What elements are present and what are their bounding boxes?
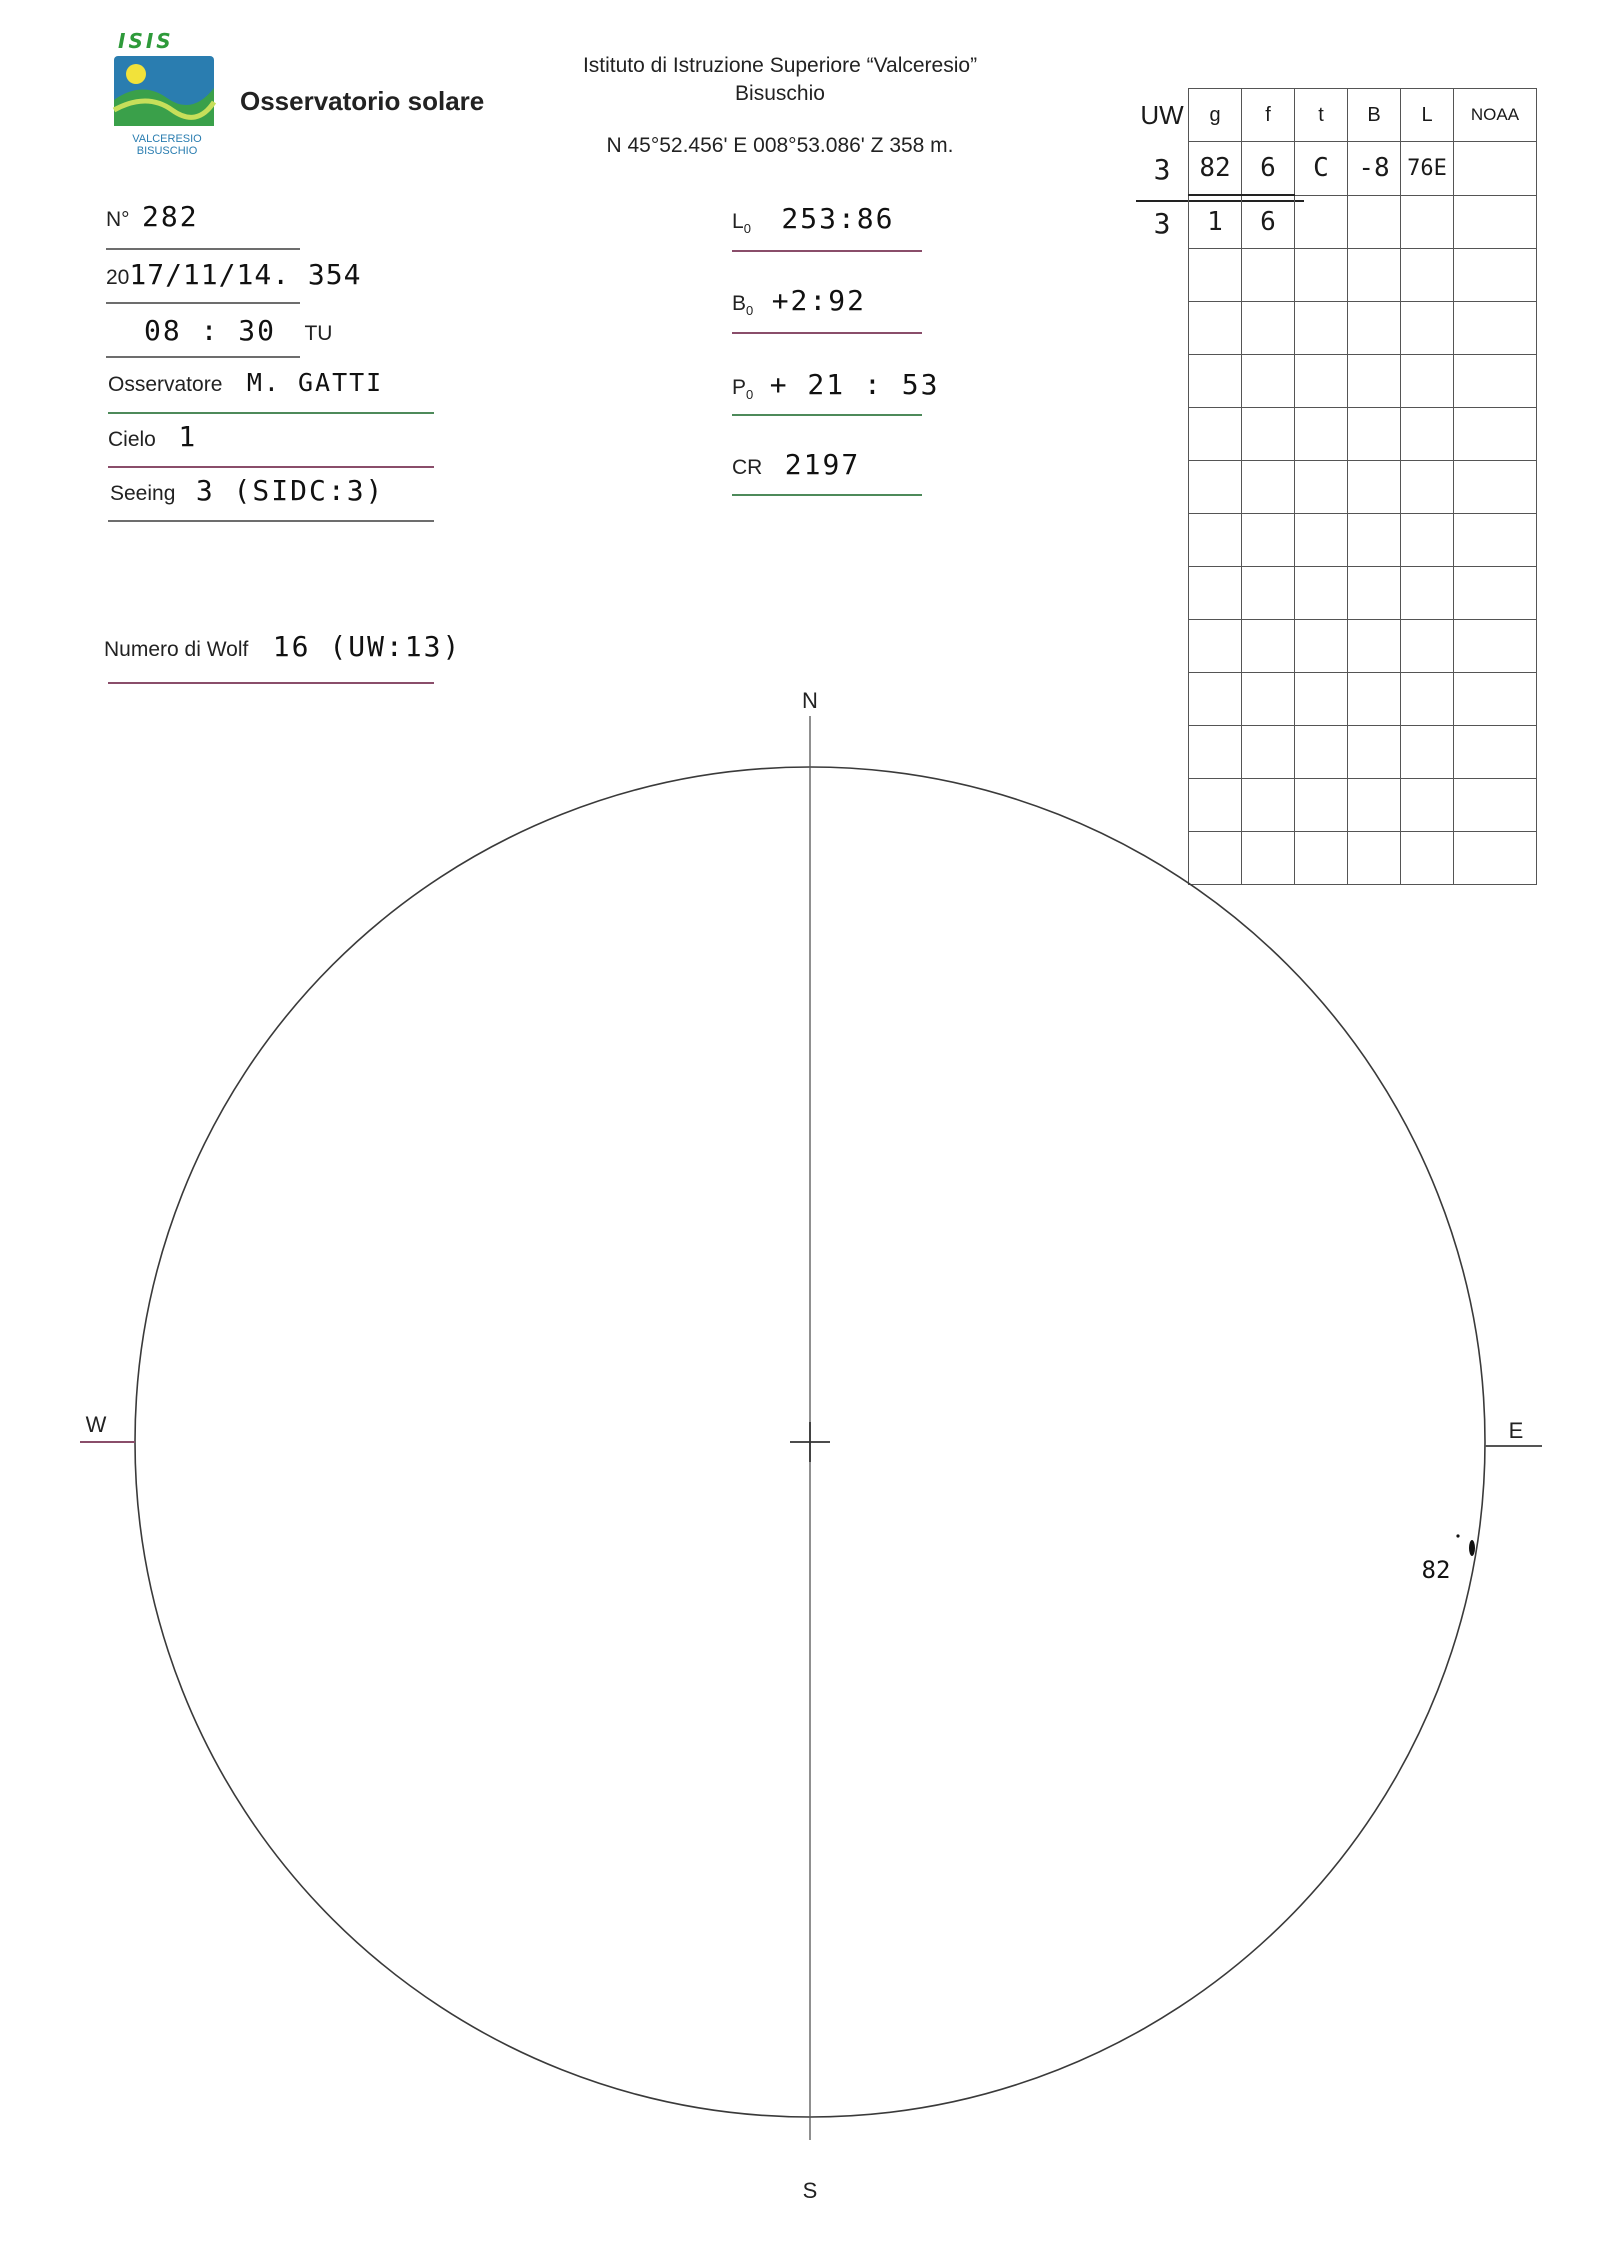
sky-value: 1	[178, 420, 198, 453]
uw-value-2: 3	[1153, 206, 1171, 240]
west-label: W	[85, 1412, 107, 1437]
uw-value-1: 3	[1153, 152, 1171, 186]
header-l: L	[1401, 89, 1454, 142]
observatory-title: Osservatorio solare	[240, 86, 485, 116]
p0-label: $P_0$	[732, 376, 754, 403]
cell-l: 76E	[1401, 142, 1454, 196]
header-b: B	[1348, 89, 1401, 142]
header-g: g	[1189, 89, 1242, 142]
logo-text-valceresio: VALCERESIO	[132, 133, 202, 145]
cr-label: CR	[732, 456, 763, 479]
observer-value: M. GATTI	[246, 368, 384, 397]
cell-f: 6	[1242, 142, 1295, 196]
cell-g: 1	[1189, 195, 1242, 249]
time-value: 08 : 30	[144, 314, 277, 347]
uw-header: UW	[1140, 99, 1184, 130]
sunspot-group-label: 82	[1421, 1556, 1451, 1584]
sunspot-82-minor	[1456, 1534, 1459, 1537]
l0-label: $L_0$	[732, 210, 751, 237]
b0-label: $B_0$	[732, 292, 754, 319]
wolf-label: Numero di Wolf	[104, 638, 249, 661]
b0-value: +2:92	[771, 284, 866, 317]
station-coordinates: N 45°52.456' E 008°53.086' Z 358 m.	[606, 134, 954, 157]
institute-name: Istituto di Istruzione Superiore “Valceresio”	[582, 54, 978, 77]
cell-b: -8	[1348, 142, 1401, 196]
observer-label: Osservatore	[108, 373, 223, 396]
l0-value: 253:86	[781, 202, 895, 235]
sky-label: Cielo	[108, 428, 156, 451]
number-value: 282	[142, 200, 199, 233]
date-value: 17/11/14. 354	[129, 258, 362, 291]
north-label: N	[802, 688, 818, 713]
seeing-value: 3 (SIDC:3)	[195, 474, 385, 507]
south-label: S	[802, 2178, 818, 2203]
sunspot-82-main	[1469, 1540, 1475, 1556]
cell-g: 82	[1189, 142, 1242, 196]
cell-f: 6	[1242, 195, 1295, 249]
date-prefix: 20	[106, 266, 130, 289]
number-label: N°	[106, 208, 130, 231]
logo-text-top: ISIS	[118, 30, 174, 53]
header-f: f	[1242, 89, 1295, 142]
cell-t: C	[1295, 142, 1348, 196]
header-noaa: NOAA	[1454, 89, 1537, 142]
seeing-label: Seeing	[110, 482, 176, 505]
logo-text-bisuschio: BISUSCHIO	[136, 145, 198, 157]
cr-value: 2197	[784, 448, 861, 481]
header-t: t	[1295, 89, 1348, 142]
institute-town: Bisuschio	[735, 82, 825, 105]
wolf-value: 16 (UW:13)	[272, 630, 462, 663]
p0-value: + 21 : 53	[769, 368, 940, 401]
time-unit: TU	[304, 322, 333, 345]
east-label: E	[1508, 1418, 1524, 1443]
